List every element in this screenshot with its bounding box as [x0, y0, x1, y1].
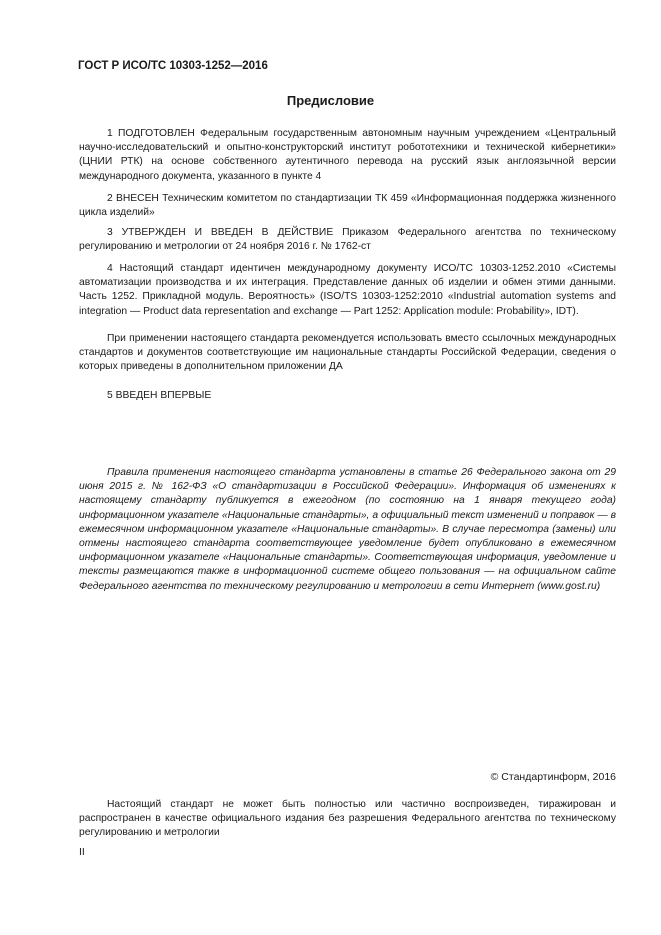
section-1-paragraph: 1 ПОДГОТОВЛЕН Федеральным государственным автономным научным учреждением «Центральный научно-исследовательский и опытно-конструкторский институт робототехники и технической кибернетики» (ЦНИИ РТК) на основе собственного аутентичного перевода на русский язык англоязычной версии международного документа, указанного в пункте 4 — [79, 128, 616, 182]
section-2-paragraph: 2 ВНЕСЕН Техническим комитетом по стандартизации ТК 459 «Информационная поддержка жизненного цикла изделий» — [79, 193, 616, 219]
page-title: Предисловие — [286, 93, 375, 108]
section-4-note-paragraph: При применении настоящего стандарта рекомендуется использовать вместо ссылочных международных стандартов и документов соответствующие им национальные стандарты Российской Федерации, сведения о которых приведены в дополнительном приложении ДА — [79, 333, 616, 373]
document-code: ГОСТ Р ИСО/ТС 10303-1252—2016 — [78, 60, 268, 72]
section-3-paragraph: 3 УТВЕРЖДЕН И ВВЕДЕН В ДЕЙСТВИЕ Приказом Федерального агентства по техническому регулированию и метрологии от 24 ноября 2016 г. № 1762-ст — [79, 227, 616, 253]
reproduction-notice: Настоящий стандарт не может быть полностью или частично воспроизведен, тиражирован и распространен в качестве официального издания без разрешения Федерального агентства по техническому регулированию и метрологии — [79, 799, 616, 839]
application-rules-notice: Правила применения настоящего стандарта установлены в статье 26 Федерального закона от 29 июня 2015 г. № 162-ФЗ «О стандартизации в Российской Федерации». Информация об изменениях к настоящему стандарту публикуется в ежегодном (по состоянию на 1 января текущего года) информационном указателе «Национальные стандарты», а официальный текст изменений и поправок — в ежемесячном информационном указателе «Национальные стандарты». В случае пересмотра (замены) или отмены настоящего стандарта соответствующее уведомление будет опубликовано в ежемесячном информационном указателе «Национальные стандарты». Соответствующая информация, уведомление и тексты размещаются также в информационной системе общего пользования — на официальном сайте Федерального агентства по техническому регулированию и метрологии в сети Интернет (www.gost.ru) — [79, 467, 616, 592]
section-4-paragraph: 4 Настоящий стандарт идентичен международному документу ИСО/ТС 10303-1252.2010 «Системы автоматизации производства и их интеграция. Представление данных об изделии и обмен этими данными. Часть 1252. Прикладной модуль. Вероятность» (ISO/TS 10303-1252:2010 «Industrial automation systems and integration — Product data representation and exchange — Part 1252: Application module: Probability», IDT). — [79, 263, 616, 317]
section-5-paragraph: 5 ВВЕДЕН ВПЕРВЫЕ — [107, 390, 212, 401]
page-number: II — [79, 846, 85, 858]
copyright-line: © Стандартинформ, 2016 — [490, 771, 616, 783]
